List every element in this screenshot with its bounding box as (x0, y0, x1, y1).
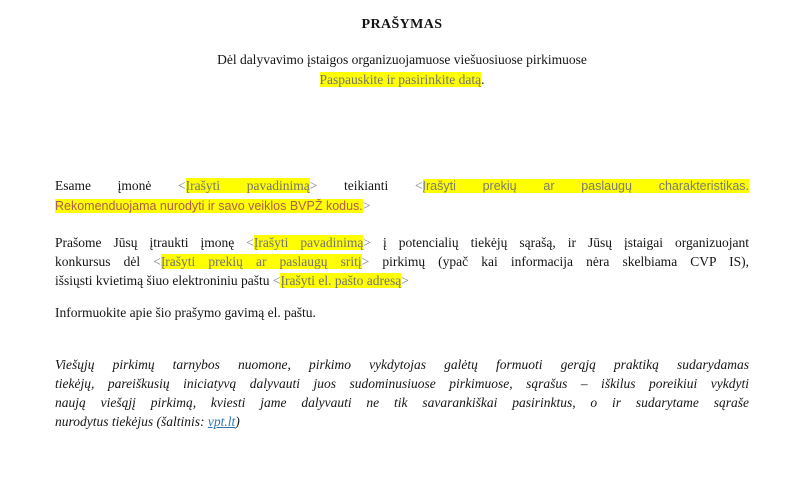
paragraph-confirmation (55, 303, 749, 322)
italic-note-text: naują viešąjį pirkimą, kviesti jame dalyvauti ne tik savarankiškai pasirinktus, o ir sudarytame sąraše (55, 395, 749, 410)
text-line (55, 196, 749, 216)
body-text: konkursus dėl (55, 254, 154, 269)
body-text: Informuokite apie šio prašymo gavimą el. paštu. (55, 305, 316, 320)
paragraph-request (55, 233, 749, 290)
italic-note-text: nurodytus tiekėjus (šaltinis: (55, 414, 208, 429)
email-address-placeholder[interactable]: Įrašyti el. pašto adresą (280, 273, 402, 288)
text-line (55, 412, 749, 431)
text-line (55, 374, 749, 393)
paragraph-vpt-note (55, 355, 749, 431)
open-chevron: < (178, 178, 186, 193)
body-text: Prašome Jūsų įtraukti įmonę (55, 235, 247, 250)
open-chevron: < (414, 178, 423, 193)
text-line (55, 176, 749, 196)
date-picker-placeholder[interactable]: Paspauskite ir pasirinkite datą (319, 72, 482, 87)
document-title: PRAŠYMAS (361, 17, 443, 32)
text-line (55, 233, 749, 252)
italic-note-text: Viešųjų pirkimų tarnybos nuomone, pirkimo vykdytojas galėtų formuoti gerąją praktiką sudarydamas (55, 357, 749, 372)
open-chevron: < (153, 254, 161, 269)
text-line (55, 271, 749, 290)
body-text: išsiųsti kvietimą šiuo elektroniniu paštu (55, 273, 273, 288)
text-line (55, 355, 749, 374)
close-chevron: > (363, 235, 371, 250)
close-chevron: > (361, 254, 370, 269)
body-text: Esame įmonė (55, 178, 179, 193)
body-text: į potencialių tiekėjų sąrašą, ir Jūsų įstaigai organizuojant (370, 235, 749, 250)
date-line (55, 72, 749, 91)
body-text: teikianti (317, 178, 415, 193)
text-line (55, 252, 749, 271)
company-name-placeholder[interactable]: Įrašyti pavadinimą (253, 235, 364, 250)
goods-services-characteristics-placeholder[interactable]: Įrašyti prekių ar paslaugų charakteristikas. (422, 179, 749, 193)
italic-note-text: tiekėjų, pareiškusių iniciatyvą dalyvauti juos sudominusiuose pirkimuose, sąrašus – iškilus poreikiui vykdyti (55, 376, 749, 391)
close-chevron: > (401, 273, 409, 288)
body-text: pirkimų (ypač kai informacija nėra skelbiama CVP IS), (369, 254, 749, 269)
close-chevron: > (309, 178, 318, 193)
open-chevron: < (272, 273, 281, 288)
paragraph-company-intro (55, 176, 749, 216)
goods-services-area-placeholder[interactable]: Įrašyti prekių ar paslaugų sritį (160, 254, 362, 269)
text-line (55, 393, 749, 412)
close-chevron: > (362, 198, 371, 213)
italic-note-text: ) (235, 414, 240, 429)
open-chevron: < (246, 235, 254, 250)
document-subtitle: Dėl dalyvavimo įstaigos organizuojamuose viešuosiuose pirkimuose (217, 52, 587, 67)
company-name-placeholder[interactable]: Įrašyti pavadinimą (185, 178, 310, 193)
bvpz-codes-note-placeholder[interactable]: Rekomenduojama nurodyti ir savo veiklos BVPŽ kodus. (55, 199, 363, 213)
date-line-period: . (481, 72, 485, 87)
text-line (55, 303, 749, 322)
vpt-lt-link[interactable]: vpt.lt (207, 414, 236, 429)
